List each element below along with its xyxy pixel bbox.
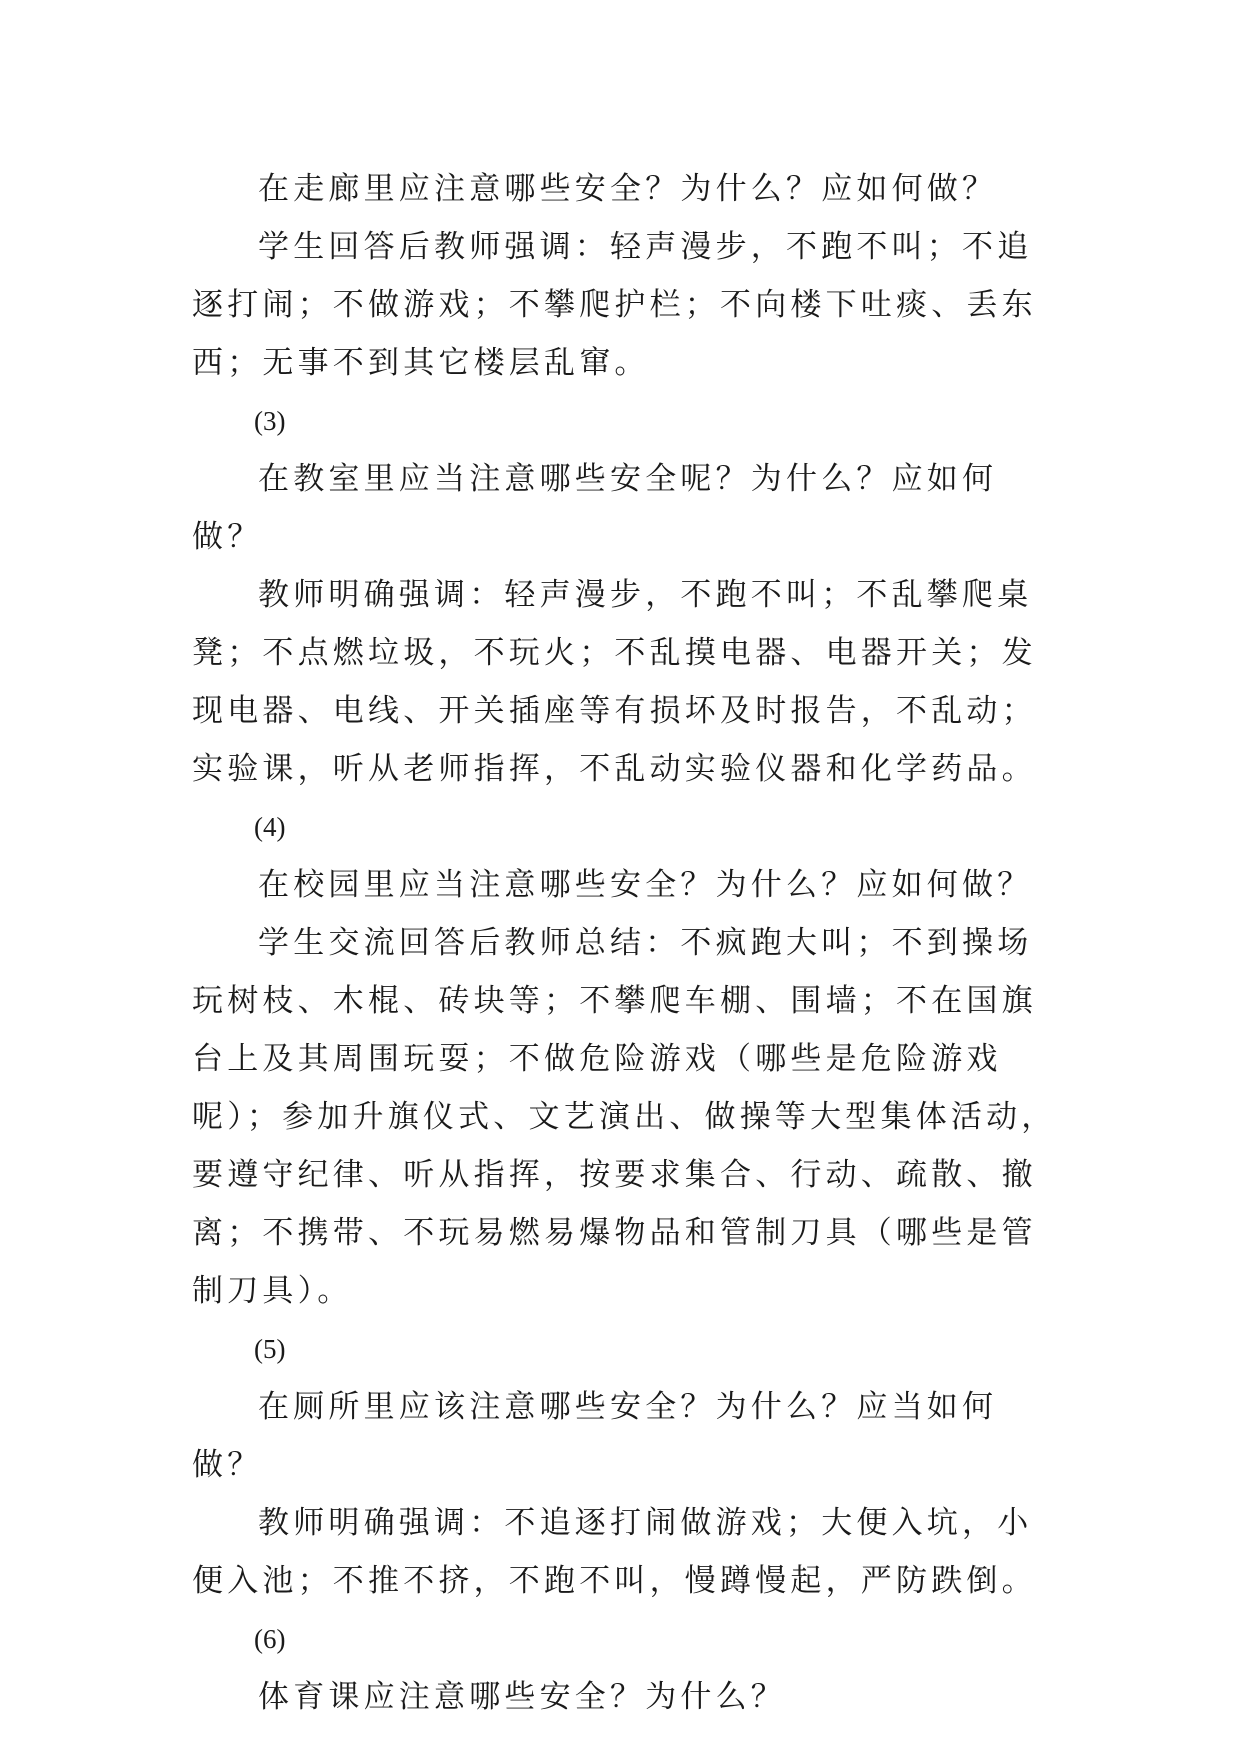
paragraph-campus-question: 在校园里应当注意哪些安全？为什么？应如何做？ xyxy=(258,867,1033,903)
paragraph-pe-question: 体育课应注意哪些安全？为什么？ xyxy=(258,1679,786,1715)
section-number-3: (3) xyxy=(254,406,286,436)
paragraph-corridor-answer: 学生回答后教师强调：轻声漫步，不跑不叫；不追逐打闹；不做游戏；不攀爬护栏；不向楼下吐痰、丢东西；无事不到其它楼层乱窜。 xyxy=(192,229,1037,381)
document-body xyxy=(192,160,1058,1726)
paragraph-classroom-answer: 教师明确强调：轻声漫步，不跑不叫；不乱攀爬桌凳；不点燃垃圾，不玩火；不乱摸电器、电器开关；发现电器、电线、开关插座等有损坏及时报告，不乱动；实验课，听从老师指挥，不乱动实验仪器和化学药品。 xyxy=(192,577,1037,787)
paragraph-campus-answer: 学生交流回答后教师总结：不疯跑大叫；不到操场玩树枝、木棍、砖块等；不攀爬车棚、围墙；不在国旗台上及其周围玩耍；不做危险游戏（哪些是危险游戏呢）；参加升旗仪式、文艺演出、做操等大型集体活动，要遵守纪律、听从指挥，按要求集合、行动、疏散、撤离；不携带、不玩易燃易爆物品和管制刀具（哪些是管制刀具）。 xyxy=(192,925,1057,1309)
paragraph-corridor-question: 在走廊里应注意哪些安全？为什么？应如何做？ xyxy=(258,171,998,207)
section-number-4: (4) xyxy=(254,812,286,842)
paragraph-toilet-answer: 教师明确强调：不追逐打闹做游戏；大便入坑，小便入池；不推不挤，不跑不叫，慢蹲慢起，严防跌倒。 xyxy=(192,1505,1037,1599)
section-number-6: (6) xyxy=(254,1624,286,1654)
section-number-5: (5) xyxy=(254,1334,286,1364)
paragraph-classroom-question: 在教室里应当注意哪些安全呢？为什么？应如何做？ xyxy=(192,461,998,555)
paragraph-toilet-question: 在厕所里应该注意哪些安全？为什么？应当如何做？ xyxy=(192,1389,998,1483)
